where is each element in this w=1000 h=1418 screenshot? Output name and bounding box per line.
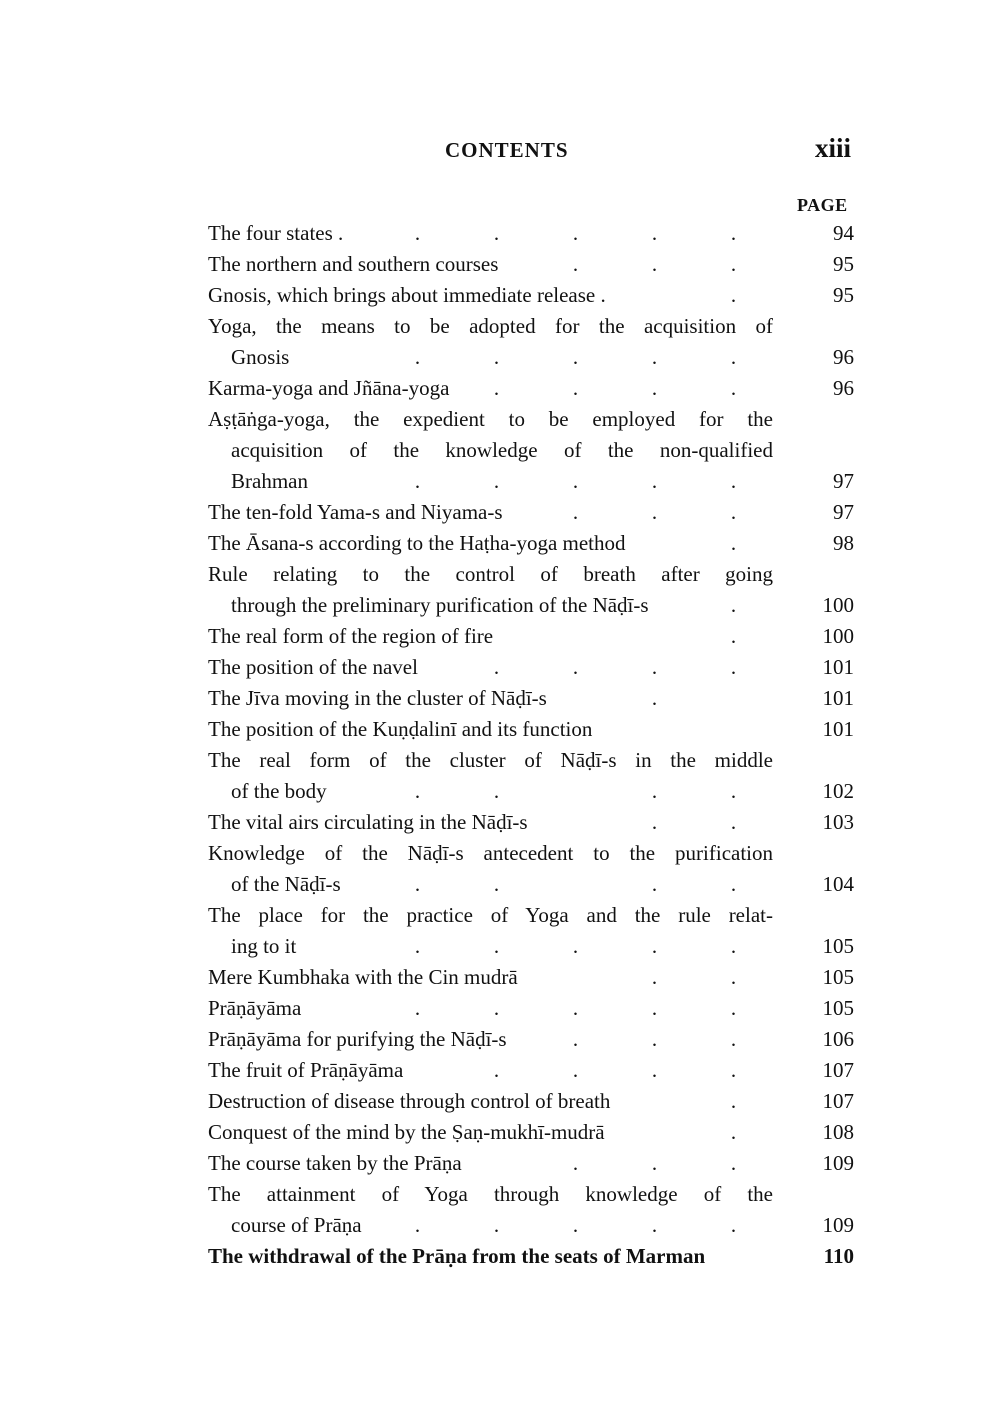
- toc-page-number: 107: [822, 1089, 854, 1113]
- toc-page-number: 109: [822, 1151, 854, 1175]
- toc-entry: [208, 745, 868, 807]
- toc-entry: [208, 1117, 868, 1148]
- toc-page-number: 108: [822, 1120, 854, 1144]
- toc-page-number: 95: [833, 283, 854, 307]
- toc-line: ing to it . . . . .: [231, 934, 737, 958]
- toc-line: The real form of the region of fire .: [208, 624, 737, 648]
- toc-line: The four states . . . . . .: [208, 221, 737, 245]
- toc-entry: [208, 280, 868, 311]
- toc-line: Aṣṭāṅga-yoga, the expedient to be employed for the: [208, 407, 773, 431]
- toc-line: The position of the navel . . . .: [208, 655, 737, 679]
- toc-page-number: 94: [833, 221, 854, 245]
- toc-entry: [208, 1179, 868, 1241]
- toc-entry: [208, 559, 868, 621]
- toc-line: The course taken by the Prāṇa . . .: [208, 1151, 737, 1175]
- toc-line: Gnosis, which brings about immediate release . .: [208, 283, 737, 307]
- toc-entry: [208, 993, 868, 1024]
- toc-page-number: 105: [822, 965, 854, 989]
- toc-line: acquisition of the knowledge of the non-qualified: [231, 438, 773, 462]
- toc-line: Conquest of the mind by the Ṣaṇ-mukhī-mudrā .: [208, 1120, 737, 1144]
- toc-page-number: 96: [833, 345, 854, 369]
- toc-page-number: 105: [822, 996, 854, 1020]
- toc-line: The fruit of Prāṇāyāma . . . .: [208, 1058, 737, 1082]
- toc-line: Gnosis . . . . .: [231, 345, 737, 369]
- toc-entry: [208, 311, 868, 373]
- toc-line: Destruction of disease through control of breath .: [208, 1089, 737, 1113]
- toc-line: Prāṇāyāma . . . . .: [208, 996, 737, 1020]
- toc-page-number: 109: [822, 1213, 854, 1237]
- toc-entry: [208, 652, 868, 683]
- toc-line: Mere Kumbhaka with the Cin mudrā . .: [208, 965, 737, 989]
- toc-line: The ten-fold Yama-s and Niyama-s . . .: [208, 500, 737, 524]
- toc-line: The vital airs circulating in the Nāḍī-s . .: [208, 810, 737, 834]
- page-column-label: PAGE: [797, 195, 848, 215]
- toc-entry: [208, 838, 868, 900]
- toc-line: through the preliminary purification of the Nāḍī-s .: [231, 593, 737, 617]
- toc-page-number: 100: [822, 593, 854, 617]
- toc-entry: [208, 1024, 868, 1055]
- toc-entry: [208, 249, 868, 280]
- toc-entry: [208, 900, 868, 962]
- toc-page-number: 96: [833, 376, 854, 400]
- toc-page-number: 103: [822, 810, 854, 834]
- toc-entry: [208, 807, 868, 838]
- toc-page-number: 95: [833, 252, 854, 276]
- toc-page-number: 102: [822, 779, 854, 803]
- toc-entry: [208, 528, 868, 559]
- toc-line: The Jīva moving in the cluster of Nāḍī-s .: [208, 686, 658, 710]
- toc-line: The attainment of Yoga through knowledge of the: [208, 1182, 773, 1206]
- toc-page-number: 107: [822, 1058, 854, 1082]
- toc-page-number: 104: [822, 872, 854, 896]
- toc-page-number: 101: [822, 686, 854, 710]
- toc-line: The Āsana-s according to the Haṭha-yoga method .: [208, 531, 737, 555]
- toc-entry: [208, 373, 868, 404]
- toc-entry: [208, 1086, 868, 1117]
- toc-page-number: 110: [823, 1244, 854, 1268]
- toc-page-number: 100: [822, 624, 854, 648]
- toc-line: Prāṇāyāma for purifying the Nāḍī-s . . .: [208, 1027, 737, 1051]
- toc-entry: [208, 683, 868, 714]
- toc-entry: [208, 218, 868, 249]
- toc-entry: [208, 1055, 868, 1086]
- toc-entry: [208, 1241, 868, 1272]
- toc-line: of the Nāḍī-s . . . .: [231, 872, 737, 896]
- toc-line: The real form of the cluster of Nāḍī-s in the middle: [208, 748, 773, 772]
- toc-line: Yoga, the means to be adopted for the acquisition of: [208, 314, 773, 338]
- toc-line: Knowledge of the Nāḍī-s antecedent to the purification: [208, 841, 773, 865]
- toc-entry: [208, 621, 868, 652]
- toc-line: Rule relating to the control of breath after going: [208, 562, 773, 586]
- toc-line: The place for the practice of Yoga and the rule relat-: [208, 903, 773, 927]
- toc-line: The position of the Kuṇḍalinī and its function: [208, 717, 593, 741]
- toc-page-number: 106: [822, 1027, 854, 1051]
- toc-line: of the body . . . .: [231, 779, 737, 803]
- toc-line: The northern and southern courses . . .: [208, 252, 737, 276]
- toc-entry: [208, 1148, 868, 1179]
- toc-entry: [208, 714, 868, 745]
- toc-page-number: 101: [822, 717, 854, 741]
- toc-page-number: 97: [833, 500, 854, 524]
- toc-line: course of Prāṇa . . . . .: [231, 1213, 737, 1237]
- toc-entry: [208, 404, 868, 497]
- toc-page-number: 101: [822, 655, 854, 679]
- toc-entry: [208, 962, 868, 993]
- toc-page-number: 98: [833, 531, 854, 555]
- toc-line: The withdrawal of the Prāṇa from the seats of Marman: [208, 1244, 706, 1268]
- header-page-number: xiii: [815, 133, 852, 163]
- toc-entry: [208, 497, 868, 528]
- toc-line: Brahman . . . . .: [231, 469, 737, 493]
- toc-line: Karma-yoga and Jñāna-yoga . . . .: [208, 376, 737, 400]
- toc-page-number: 105: [822, 934, 854, 958]
- toc-page-number: 97: [833, 469, 854, 493]
- header-title: CONTENTS: [445, 138, 569, 162]
- table-of-contents: [208, 218, 868, 1272]
